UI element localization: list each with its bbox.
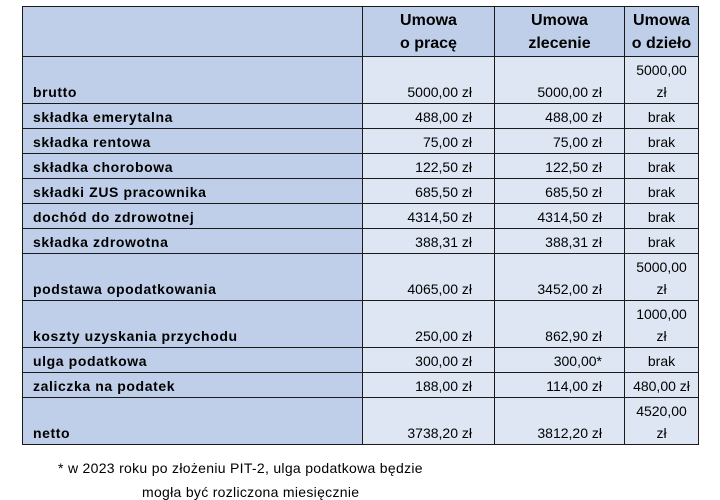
cell-umowa-o-prace: 5000,00 zł [363,57,495,104]
contract-comparison-table [22,6,699,445]
cell-line: brak [647,159,676,175]
footnote-line-2: mogła być rozliczona miesięcznie [142,484,360,500]
cell-umowa-o-prace: 685,50 zł [363,179,495,204]
cell-umowa-o-dzielo [625,204,699,229]
cell-line: brak [647,109,676,125]
cell-umowa-o-prace: 388,31 zł [363,229,495,254]
cell-umowa-zlecenie: 3452,00 zł [495,254,625,301]
header-umowa-o-dzielo: Umowa o dzieło [625,7,699,57]
cell-line: brak [647,184,676,200]
cell-umowa-o-dzielo [625,398,699,445]
comparison-table-wrapper [22,6,699,445]
table-row [23,154,699,179]
cell-line: 5000,00 [636,259,687,275]
row-label: składka rentowa [23,129,363,154]
cell-umowa-zlecenie: 3812,20 zł [495,398,625,445]
row-label: składki ZUS pracownika [23,179,363,204]
table-row [23,104,699,129]
table-body [23,57,699,445]
cell-umowa-o-prace: 488,00 zł [363,104,495,129]
cell-umowa-o-prace: 75,00 zł [363,129,495,154]
cell-umowa-zlecenie: 300,00* [495,348,625,373]
cell-umowa-zlecenie: 388,31 zł [495,229,625,254]
cell-line: 1000,00 [636,306,687,322]
table-row [23,204,699,229]
header-umowa-zlecenie: Umowa zlecenie [495,7,625,57]
cell-umowa-o-dzielo [625,129,699,154]
cell-umowa-o-prace: 4065,00 zł [363,254,495,301]
cell-umowa-o-prace: 4314,50 zł [363,204,495,229]
row-label: ulga podatkowa [23,348,363,373]
cell-line: 5000,00 [636,62,687,78]
table-row [23,254,699,301]
table-row [23,301,699,348]
cell-line: zł [656,328,667,344]
row-label: dochód do zdrowotnej [23,204,363,229]
cell-line: zł [656,281,667,297]
cell-umowa-zlecenie: 4314,50 zł [495,204,625,229]
header-row [23,7,699,57]
cell-line: zł [656,425,667,441]
cell-umowa-o-dzielo [625,179,699,204]
cell-line: zł [656,84,667,100]
cell-umowa-o-dzielo [625,254,699,301]
cell-umowa-o-prace: 188,00 zł [363,373,495,398]
cell-umowa-o-dzielo [625,154,699,179]
table-row [23,179,699,204]
cell-umowa-o-prace: 3738,20 zł [363,398,495,445]
cell-line: 480,00 zł [633,378,690,394]
cell-line: 4520,00 [636,403,687,419]
footnote-line-1: * w 2023 roku po złożeniu PIT-2, ulga podatkowa będzie [58,460,423,476]
cell-umowa-o-dzielo [625,301,699,348]
table-row [23,129,699,154]
cell-umowa-zlecenie: 75,00 zł [495,129,625,154]
cell-line: brak [647,234,676,250]
row-label: zaliczka na podatek [23,373,363,398]
cell-line: brak [647,353,676,369]
cell-line: brak [647,134,676,150]
cell-umowa-zlecenie: 685,50 zł [495,179,625,204]
footnote [58,456,423,500]
table-row [23,398,699,445]
cell-line: brak [647,209,676,225]
cell-umowa-o-prace: 250,00 zł [363,301,495,348]
table-row [23,348,699,373]
cell-umowa-zlecenie: 5000,00 zł [495,57,625,104]
table-row [23,229,699,254]
cell-umowa-zlecenie: 488,00 zł [495,104,625,129]
cell-umowa-o-dzielo [625,348,699,373]
cell-umowa-o-dzielo [625,229,699,254]
cell-umowa-o-dzielo [625,104,699,129]
row-label: brutto [23,57,363,104]
cell-umowa-zlecenie: 114,00 zł [495,373,625,398]
row-label: koszty uzyskania przychodu [23,301,363,348]
cell-umowa-zlecenie: 862,90 zł [495,301,625,348]
row-label: składka emerytalna [23,104,363,129]
cell-umowa-o-dzielo [625,57,699,104]
cell-umowa-o-prace: 300,00 zł [363,348,495,373]
row-label: podstawa opodatkowania [23,254,363,301]
row-label: netto [23,398,363,445]
header-empty-cell [23,7,363,57]
table-row [23,373,699,398]
cell-umowa-zlecenie: 122,50 zł [495,154,625,179]
cell-umowa-o-dzielo [625,373,699,398]
row-label: składka chorobowa [23,154,363,179]
cell-umowa-o-prace: 122,50 zł [363,154,495,179]
row-label: składka zdrowotna [23,229,363,254]
header-umowa-o-prace: Umowa o pracę [363,7,495,57]
table-row [23,57,699,104]
